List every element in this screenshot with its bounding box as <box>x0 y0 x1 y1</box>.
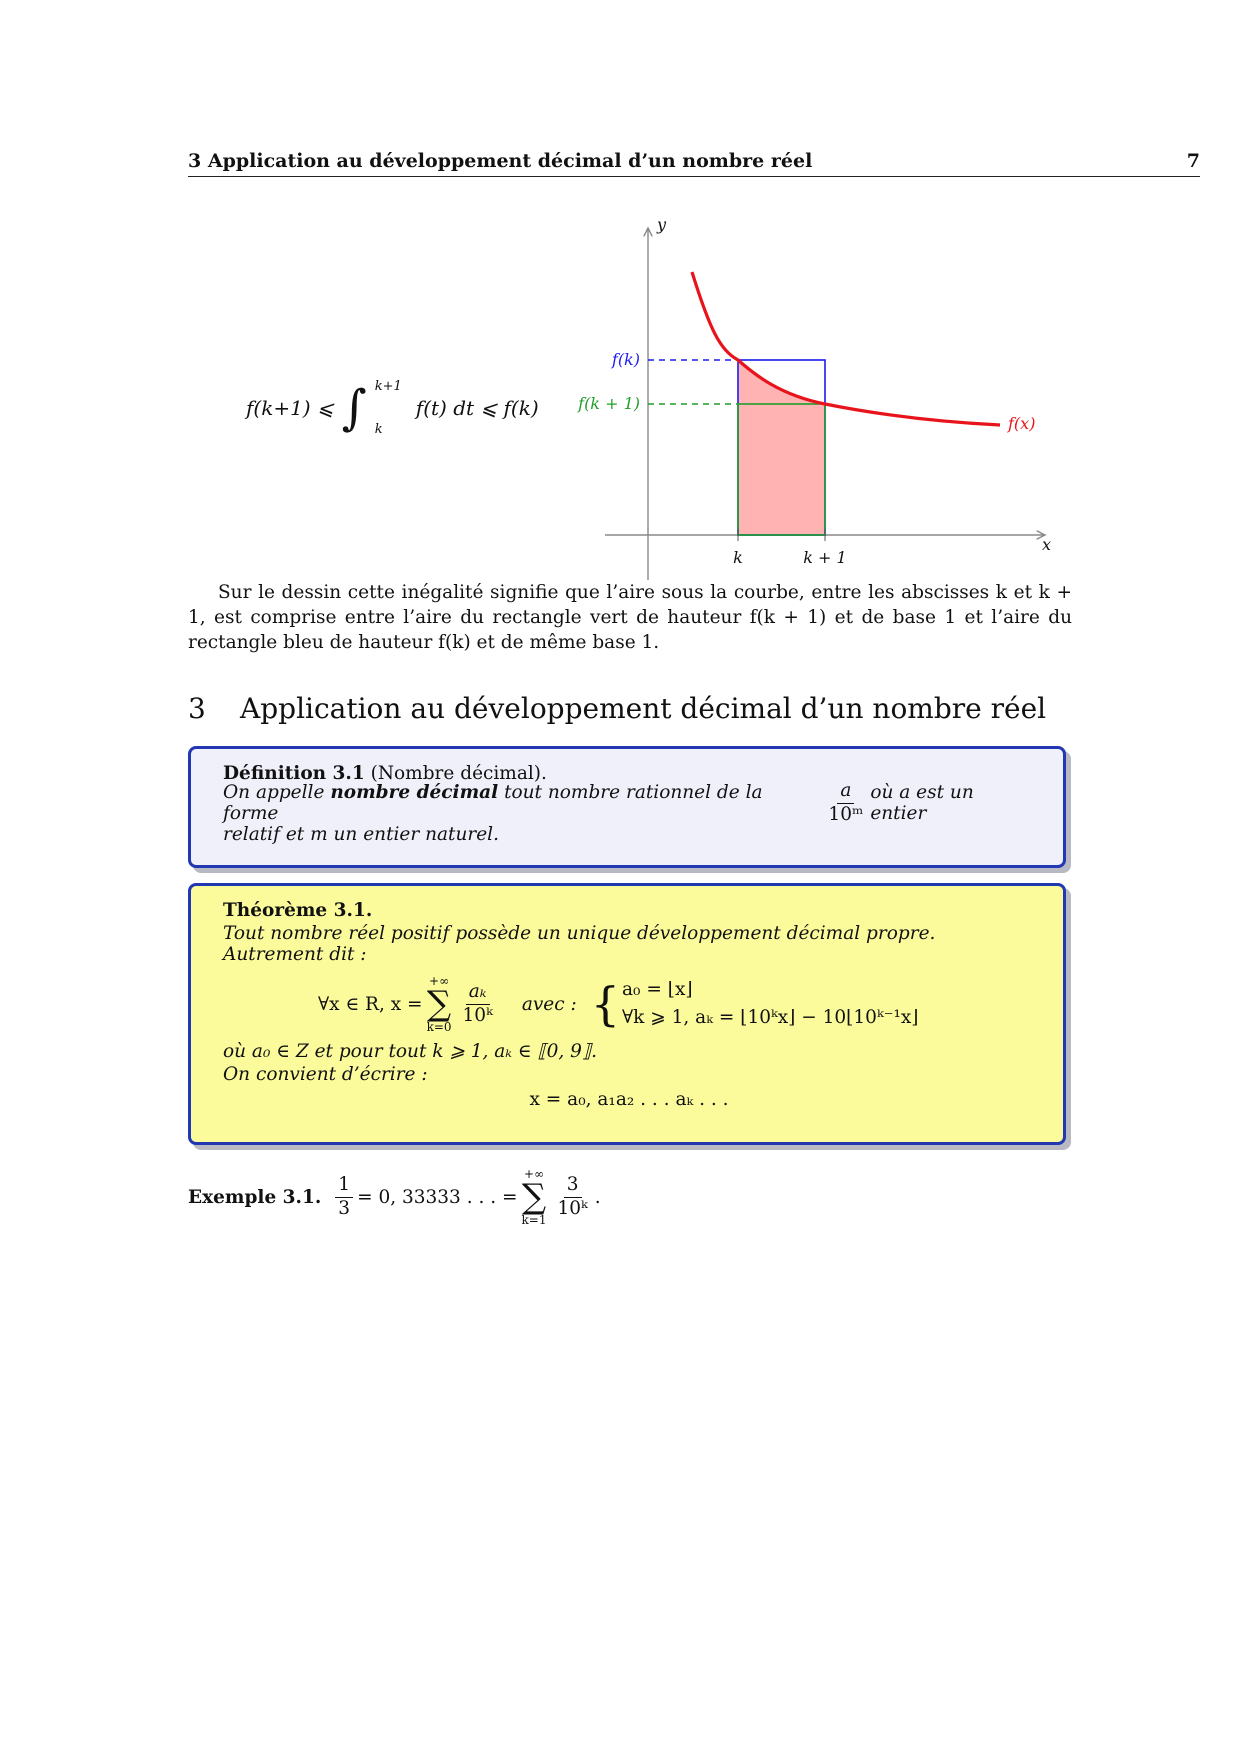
theorem-avec: avec : <box>521 993 577 1015</box>
sum-upper: +∞ <box>429 974 450 988</box>
integral-lower-bound: k <box>374 422 383 437</box>
theorem-convention: On convient d’écrire : <box>223 1064 428 1085</box>
theorem-frac-num: aₖ <box>466 981 490 1004</box>
definition-heading: Définition 3.1 <box>223 763 365 784</box>
theorem-formula <box>318 975 1035 1033</box>
y-axis-label: y <box>657 215 667 234</box>
inequality-right: f(t) dt ⩽ f(k) <box>415 396 539 420</box>
example-end: . <box>594 1186 601 1208</box>
theorem-statement: Tout nombre réel positif possède un unique développement décimal propre. Autrement dit : <box>223 923 936 965</box>
example-fraction <box>335 1174 353 1219</box>
example-frac2-num: 3 <box>564 1174 582 1197</box>
theorem-case1: a₀ = ⌊x⌋ <box>622 979 693 1000</box>
theorem-sum: +∞ ∑ k=0 <box>426 974 452 1034</box>
explanation-paragraph <box>188 580 1072 655</box>
page-number: 7 <box>1186 150 1200 172</box>
fraction-numerator: a <box>837 780 854 803</box>
x-axis-label: x <box>1042 535 1052 554</box>
example-frac-num: 1 <box>335 1174 353 1197</box>
paragraph-text: Sur le dessin cette inégalité signifie que l’aire sous la courbe, entre les abscisses k et k + 1, est comprise entre l’aire du rectangle vert de hauteur f(k + 1) et de base 1 et l’aire du rectangle bleu de hauteur f(k) et de même base 1. <box>188 582 1072 653</box>
tick-k-label: k <box>733 548 743 567</box>
integral-sign: ∫ <box>341 380 367 436</box>
definition-line2: relatif et m un entier naturel. <box>223 824 499 845</box>
theorem-forall: ∀x ∈ R, x = <box>318 993 423 1015</box>
running-title: 3 Application au développement décimal d’un nombre réel <box>188 150 813 172</box>
sum-lower: k=0 <box>426 1020 452 1034</box>
theorem-expansion: x = a₀, a₁a₂ . . . aₖ . . . <box>529 1089 729 1110</box>
inequality-left: f(k+1) ⩽ <box>246 396 334 420</box>
theorem-cases: { a₀ = ⌊x⌋ ∀k ⩾ 1, aₖ = ⌊10ᵏx⌋ − 10⌊10ᵏ⁻¹x⌋ <box>590 977 919 1031</box>
definition-term: nombre décimal <box>330 782 499 803</box>
running-header <box>188 150 1200 177</box>
area-figure <box>560 210 1080 580</box>
example-label: Exemple 3.1. <box>188 1186 322 1208</box>
tick-k1-label: k + 1 <box>803 548 847 567</box>
theorem-heading: Théorème 3.1. <box>223 900 373 921</box>
section-number: 3 <box>188 692 206 725</box>
theorem-box <box>188 883 1066 1145</box>
section-heading <box>188 692 1046 725</box>
fk-label: f(k) <box>611 350 640 369</box>
fk1-label: f(k + 1) <box>578 394 640 413</box>
theorem-where: où a₀ ∈ Z et pour tout k ⩾ 1, aₖ ∈ ⟦0, 9⟧. <box>223 1041 597 1062</box>
curve-label: f(x) <box>1008 414 1036 433</box>
theorem-case2: ∀k ⩾ 1, aₖ = ⌊10ᵏx⌋ − 10⌊10ᵏ⁻¹x⌋ <box>622 1007 919 1028</box>
integral-upper-bound: k+1 <box>374 379 402 394</box>
area-under-curve <box>738 360 825 535</box>
integral-bounds <box>375 380 402 436</box>
example-sum-upper: +∞ <box>523 1167 545 1181</box>
example-sum-lower: k=1 <box>521 1213 547 1227</box>
definition-box <box>188 746 1066 868</box>
example-frac2-den: 10ᵏ <box>557 1197 588 1219</box>
definition-text-before: On appelle <box>223 782 325 803</box>
example-frac-den: 3 <box>338 1197 351 1219</box>
example-block <box>188 1168 601 1226</box>
example-middle: = 0, 33333 . . . = <box>357 1186 518 1208</box>
fraction-denominator: 10ᵐ <box>828 803 864 825</box>
integral-inequality <box>246 380 539 436</box>
example-sum: +∞ ∑ k=1 <box>521 1167 547 1227</box>
definition-subtitle: (Nombre décimal). <box>370 763 547 784</box>
theorem-fraction <box>460 981 496 1026</box>
definition-text-after: où a est un entier <box>870 782 974 824</box>
section-title: Application au développement décimal d’un nombre réel <box>240 692 1047 725</box>
definition-fraction <box>825 780 866 825</box>
definition-text-mid: tout nombre rationnel de la forme <box>223 782 763 824</box>
theorem-frac-den: 10ᵏ <box>462 1004 493 1026</box>
example-fraction-2 <box>554 1174 590 1219</box>
